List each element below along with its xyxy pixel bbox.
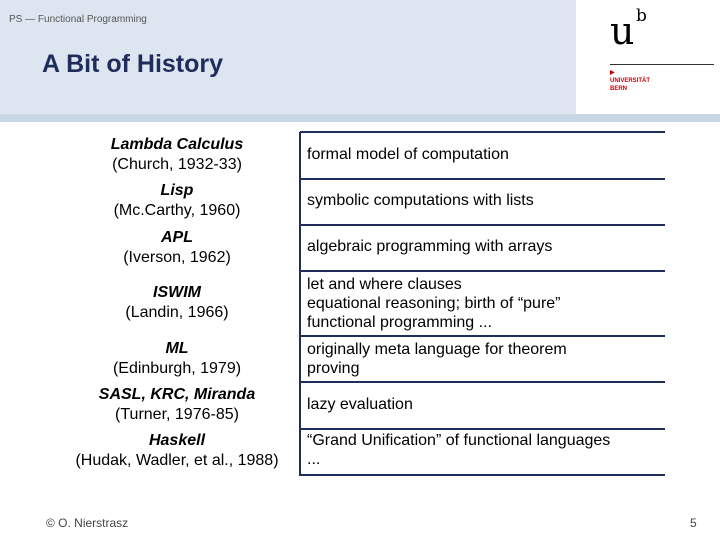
language-cell (42, 283, 312, 323)
logo-mark-icon: ▶ (610, 70, 615, 76)
language-meta: (Edinburgh, 1979) (112, 360, 242, 377)
description-cell (307, 145, 667, 164)
table-rule (300, 428, 665, 430)
description-line: functional programming ... (307, 314, 492, 331)
university-logo (604, 6, 714, 96)
language-name: ISWIM (153, 284, 201, 301)
description-line: proving (307, 360, 360, 377)
description-cell (307, 237, 667, 256)
language-name: Lambda Calculus (110, 136, 244, 153)
language-cell (42, 228, 312, 268)
table-rule (300, 178, 665, 180)
description-line: let and where clauses (307, 276, 462, 293)
table-rule (300, 224, 665, 226)
course-label: PS — Functional Programming (9, 14, 147, 25)
language-name: Lisp (160, 182, 194, 199)
description-cell (307, 431, 667, 469)
description-line: algebraic programming with arrays (307, 238, 553, 255)
language-meta: (Hudak, Wadler, et al., 1988) (75, 452, 279, 469)
language-meta: (Mc.Carthy, 1960) (113, 202, 241, 219)
description-cell (307, 340, 667, 378)
language-cell (42, 385, 312, 425)
table-rule (300, 381, 665, 383)
language-cell (42, 339, 312, 379)
language-name: APL (161, 229, 193, 246)
header-divider (0, 114, 720, 122)
description-line: originally meta language for theorem (307, 341, 567, 358)
language-cell (42, 135, 312, 175)
description-line: “Grand Unification” of functional languages (307, 432, 611, 449)
description-line: equational reasoning; birth of “pure” (307, 295, 561, 312)
logo-superscript: b (636, 6, 647, 26)
description-line: formal model of computation (307, 146, 509, 163)
description-line: symbolic computations with lists (307, 192, 534, 209)
copyright: © O. Nierstrasz (46, 516, 129, 530)
table-rule (300, 270, 665, 272)
description-cell (307, 191, 667, 210)
language-name: SASL, KRC, Miranda (98, 386, 256, 403)
logo-line-2: BERN (610, 86, 628, 92)
language-meta: (Turner, 1976-85) (115, 406, 239, 423)
slide-title: A Bit of History (42, 50, 224, 78)
description-cell (307, 275, 667, 332)
language-name: Haskell (148, 432, 206, 449)
logo-letter: u (610, 9, 635, 53)
table-rule-bottom (300, 474, 665, 476)
language-meta: (Landin, 1966) (125, 304, 229, 321)
description-line: ... (307, 451, 321, 468)
language-cell (42, 181, 312, 221)
description-line: lazy evaluation (307, 396, 413, 413)
language-meta: (Iverson, 1962) (123, 249, 231, 266)
description-cell (307, 395, 667, 414)
table-rule-top (300, 131, 665, 133)
logo-line-1: UNIVERSITÄT (610, 78, 651, 84)
logo-text (610, 77, 650, 93)
language-name: ML (165, 340, 189, 357)
logo-rule (610, 64, 714, 65)
page-number: 5 (690, 516, 697, 530)
table-rule (300, 335, 665, 337)
language-meta: (Church, 1932-33) (112, 156, 242, 173)
language-cell (42, 431, 312, 471)
